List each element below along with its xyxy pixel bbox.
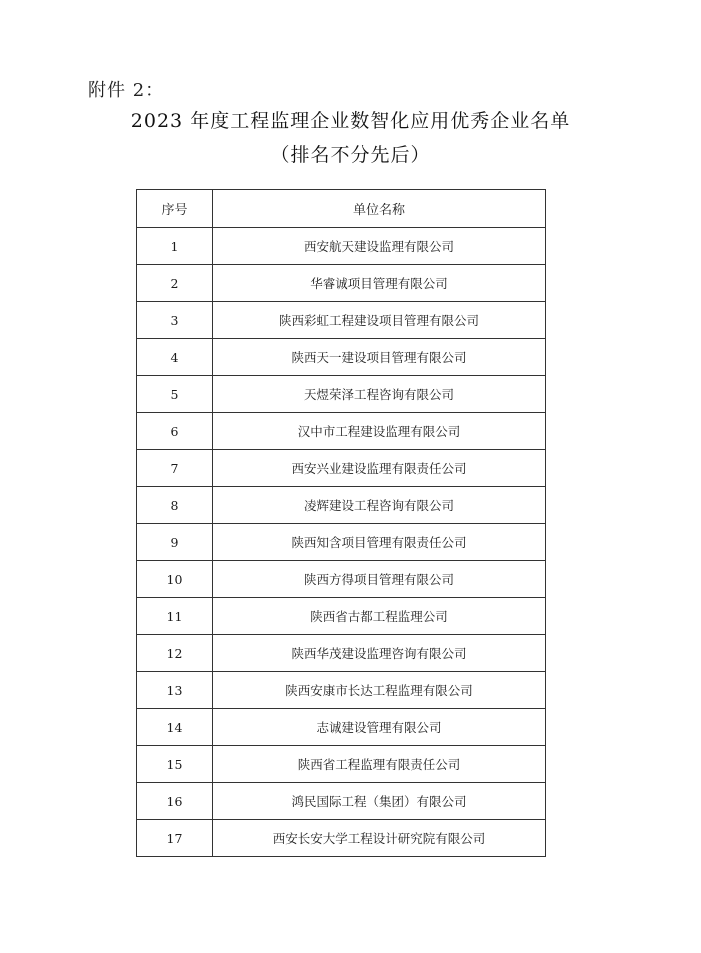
company-name: 西安长安大学工程设计研究院有限公司 (213, 820, 546, 857)
company-name: 志诚建设管理有限公司 (213, 709, 546, 746)
row-number: 2 (137, 265, 213, 302)
attachment-label: 附件 2： (88, 80, 165, 101)
document-title: 2023 年度工程监理企业数智化应用优秀企业名单 (130, 110, 571, 132)
row-number: 8 (137, 487, 213, 524)
row-number: 16 (137, 783, 213, 820)
row-number: 9 (137, 524, 213, 561)
table-row (137, 302, 546, 339)
company-name: 天煜荣泽工程咨询有限公司 (213, 376, 546, 413)
table-row (137, 598, 546, 635)
table-row (137, 709, 546, 746)
company-name: 华睿诚项目管理有限公司 (213, 265, 546, 302)
company-name: 鸿民国际工程（集团）有限公司 (213, 783, 546, 820)
document-subtitle: （排名不分先后） (270, 144, 431, 166)
row-number: 1 (137, 228, 213, 265)
table-row (137, 450, 546, 487)
row-number: 6 (137, 413, 213, 450)
company-name: 陕西知含项目管理有限责任公司 (213, 524, 546, 561)
company-list-table (136, 189, 546, 857)
company-name: 陕西省古都工程监理公司 (213, 598, 546, 635)
table-row (137, 783, 546, 820)
table-row (137, 746, 546, 783)
column-header-company-name: 单位名称 (213, 190, 546, 228)
table-row (137, 228, 546, 265)
column-header-number: 序号 (137, 190, 213, 228)
table-row (137, 487, 546, 524)
company-name: 凌辉建设工程咨询有限公司 (213, 487, 546, 524)
table-row (137, 339, 546, 376)
table-row (137, 376, 546, 413)
company-name: 陕西安康市长达工程监理有限公司 (213, 672, 546, 709)
row-number: 3 (137, 302, 213, 339)
table-row (137, 265, 546, 302)
company-name: 陕西天一建设项目管理有限公司 (213, 339, 546, 376)
table-row (137, 820, 546, 857)
row-number: 12 (137, 635, 213, 672)
row-number: 14 (137, 709, 213, 746)
company-name: 西安航天建设监理有限公司 (213, 228, 546, 265)
company-name: 汉中市工程建设监理有限公司 (213, 413, 546, 450)
table-row (137, 561, 546, 598)
row-number: 7 (137, 450, 213, 487)
table-row (137, 524, 546, 561)
table-row (137, 672, 546, 709)
table-header-row (137, 190, 546, 228)
row-number: 15 (137, 746, 213, 783)
row-number: 4 (137, 339, 213, 376)
row-number: 17 (137, 820, 213, 857)
company-name: 陕西省工程监理有限责任公司 (213, 746, 546, 783)
row-number: 5 (137, 376, 213, 413)
row-number: 10 (137, 561, 213, 598)
row-number: 11 (137, 598, 213, 635)
company-name: 陕西华茂建设监理咨询有限公司 (213, 635, 546, 672)
company-name: 陕西彩虹工程建设项目管理有限公司 (213, 302, 546, 339)
company-name: 陕西方得项目管理有限公司 (213, 561, 546, 598)
table-row (137, 635, 546, 672)
row-number: 13 (137, 672, 213, 709)
company-name: 西安兴业建设监理有限责任公司 (213, 450, 546, 487)
table-row (137, 413, 546, 450)
